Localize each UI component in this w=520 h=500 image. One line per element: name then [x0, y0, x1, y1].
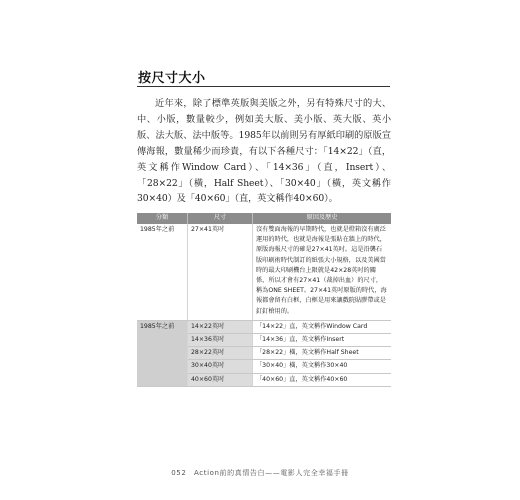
body-paragraph: 近年來，除了標準英版與美版之外，另有特殊尺寸的大、中、小版，數量較少，例如美大版、美小版、英大版、英小版、法大版、法中版等。1985年以前則另有厚紙印刷的原版宣傳海報，數量稀少而珍貴，有以下各種尺寸：「14×22」（直，英文稱作Window Card）、「14×36」（直，Insert）、「28×22」（橫，Half Sheet）、「30×40」（橫，英文稱作30×40）及「40×60」（直，英文稱作40×60）。: [137, 98, 391, 205]
table-row: [137, 224, 391, 320]
page-footer: 052 Action前的真情告白——電影人完全幸福手冊: [171, 469, 349, 477]
row-history: 「30×40」橫，英文稱作30×40: [253, 360, 392, 373]
row-category: 1985年之前: [137, 320, 188, 386]
row-size: 14×36英吋: [188, 334, 253, 347]
row-history: 「40×60」直，英文稱作40×60: [253, 373, 392, 386]
row-history: 「14×36」直，英文稱作Insert: [253, 334, 392, 347]
table-header-row: [137, 213, 391, 224]
row-size: 28×22英吋: [188, 347, 253, 360]
row-size: 27×41英吋: [188, 224, 253, 320]
table-row: [137, 320, 391, 333]
row-history: 沒有雙面海報的早期時代，也就是燈箱沒有廣泛運用的時代，也就是海報是張貼在牆上的時代，原版海報尺寸的確是27×41英吋。這是沿襲石版印刷術時代制訂的紙張大小規格，以及美國當時的最大印刷機台上限就是42×28英吋的關係，所以才會有27×41（裁掉出血）的尺寸，稱為ONE SHEET。27×41英吋原版的時代，海報都會留有白框，白框是用來讓戲院貼膠帶或是釘釘槍用的。: [253, 224, 392, 320]
header-history: 原因及歷史: [253, 213, 392, 224]
row-history: 「14×22」直，英文稱作Window Card: [253, 320, 392, 333]
section-title: 按尺寸大小: [138, 71, 206, 86]
row-category: 1985年之前: [137, 224, 188, 320]
row-history: 「28×22」橫，英文稱作Half Sheet: [253, 347, 392, 360]
row-size: 14×22英吋: [188, 320, 253, 333]
header-size: 尺寸: [188, 213, 253, 224]
row-size: 30×40英吋: [188, 360, 253, 373]
header-category: 分類: [137, 213, 188, 224]
row-size: 40×60英吋: [188, 373, 253, 386]
poster-size-table: [137, 213, 391, 387]
section-divider: [137, 86, 390, 87]
